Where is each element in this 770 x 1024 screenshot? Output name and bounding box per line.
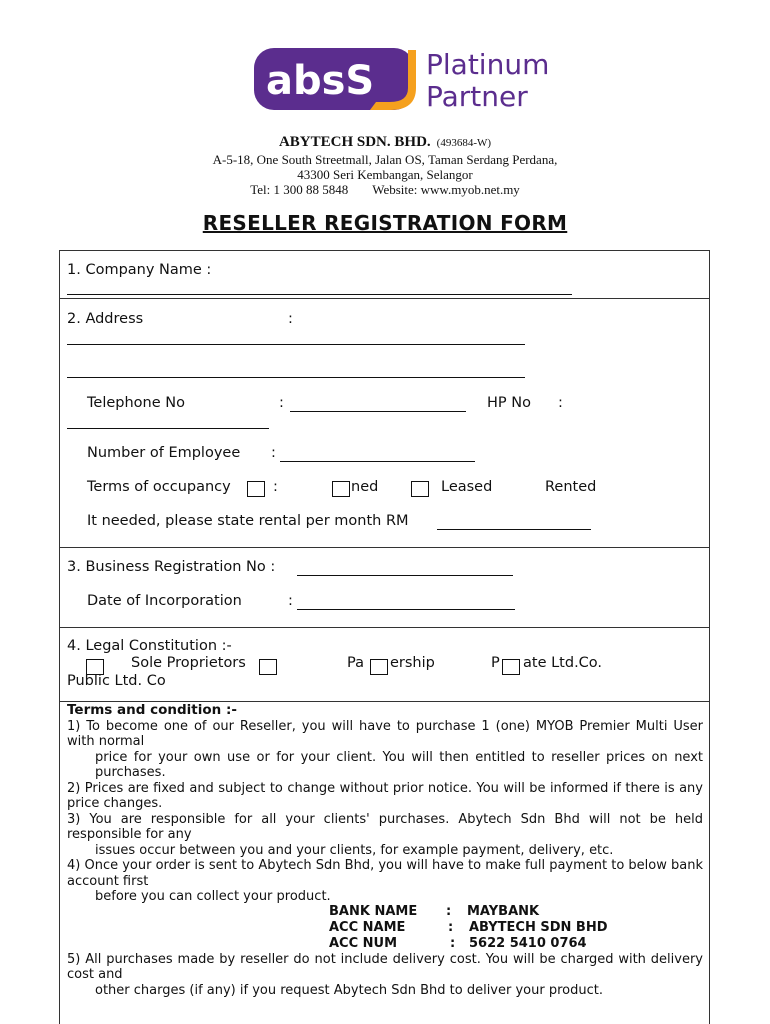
acc-num-value: 5622 5410 0764 <box>469 936 587 951</box>
legal-constitution-label: 4. Legal Constitution :- <box>67 638 232 654</box>
private-ltd-label-b: ate Ltd.Co. <box>523 655 603 671</box>
acc-name-value: ABYTECH SDN BHD <box>469 920 608 935</box>
rental-field[interactable] <box>437 529 591 530</box>
private-ltd-checkbox[interactable] <box>370 659 388 675</box>
rented-checkbox[interactable] <box>411 481 429 497</box>
occupancy-option-owned: ned <box>351 479 379 495</box>
telephone-colon: : <box>279 395 284 411</box>
hp-colon: : <box>558 395 563 411</box>
company-contact <box>0 182 770 198</box>
section-business-registration <box>59 547 710 628</box>
term-1b: price for your own use or for your client. You will then entitled to reseller prices on next purchases. <box>95 749 703 780</box>
term-5b: other charges (if any) if you request Abytech Sdn Bhd to deliver your product. <box>95 982 603 998</box>
owned-checkbox[interactable] <box>247 481 265 497</box>
brn-field[interactable] <box>297 575 513 576</box>
public-ltd-checkbox[interactable] <box>502 659 520 675</box>
bank-name-label: BANK NAME <box>329 904 418 919</box>
acc-num-colon: : <box>450 936 456 951</box>
public-ltd-label: Public Ltd. Co <box>67 673 166 689</box>
occupancy-colon: : <box>273 479 278 495</box>
bank-name-value: MAYBANK <box>467 904 540 919</box>
form-title: RESELLER REGISTRATION FORM <box>202 211 568 235</box>
employees-colon: : <box>271 445 276 461</box>
sole-proprietor-label: Sole Proprietors <box>131 655 246 671</box>
term-3b: issues occur between you and your clients, for example payment, delivery, etc. <box>95 842 614 858</box>
terms-and-conditions <box>67 703 703 998</box>
bank-name-colon: : <box>446 904 452 919</box>
hp-field[interactable] <box>67 428 269 429</box>
term-4a: 4) Once your order is sent to Abytech Sdn Bhd, you will have to make full payment to below bank account first <box>67 858 703 889</box>
section-address <box>59 298 710 548</box>
acc-name-colon: : <box>448 920 454 935</box>
doi-label: Date of Incorporation <box>87 593 242 609</box>
terms-heading: Terms and condition :- <box>67 702 237 718</box>
company-name-field[interactable] <box>67 294 572 295</box>
absS-platinum-partner-logo <box>250 44 580 114</box>
telephone-label: Telephone No <box>87 395 185 411</box>
occupancy-option-rented: Rented <box>545 479 597 495</box>
section-legal-constitution <box>59 627 710 702</box>
partnership-label-b: ership <box>390 655 435 671</box>
term-2: 2) Prices are fixed and subject to change without prior notice. You will be informed if there is any price changes. <box>67 780 703 811</box>
company-address-1: A-5-18, One South Streetmall, Jalan OS, Taman Serdang Perdana, <box>212 152 558 167</box>
address-colon: : <box>288 311 293 327</box>
doi-colon: : <box>288 593 293 609</box>
partnership-checkbox[interactable] <box>259 659 277 675</box>
private-ltd-label-a: P <box>491 655 500 671</box>
logo-text: absS <box>266 58 375 104</box>
company-address-2: 43300 Seri Kembangan, Selangor <box>297 167 473 182</box>
rental-label: It needed, please state rental per month RM <box>87 513 409 529</box>
address-field-line-1[interactable] <box>67 344 525 345</box>
company-tel: Tel: 1 300 88 5848 <box>250 182 349 197</box>
leased-checkbox[interactable] <box>332 481 350 497</box>
term-4b: before you can collect your product. <box>95 889 331 904</box>
section-company-name <box>59 250 710 299</box>
address-field-line-2[interactable] <box>67 377 525 378</box>
term-5a: 5) All purchases made by reseller do not include delivery cost. You will be charged with delivery cost and <box>67 951 703 982</box>
hp-label: HP No <box>487 395 531 411</box>
brn-label: 3. Business Registration No : <box>67 559 276 575</box>
address-label: 2. Address <box>67 311 144 327</box>
company-name: ABYTECH SDN. BHD. <box>278 134 431 150</box>
occupancy-label: Terms of occupancy <box>87 479 231 495</box>
term-3a: 3) You are responsible for all your clients' purchases. Abytech Sdn Bhd will not be held responsible for any <box>67 811 703 842</box>
employees-label: Number of Employee <box>87 445 241 461</box>
company-website: Website: www.myob.net.my <box>372 182 520 197</box>
logo-partner-line2: Partner <box>426 80 528 113</box>
term-1a: 1) To become one of our Reseller, you will have to purchase 1 (one) MYOB Premier Multi User with normal <box>67 718 703 749</box>
company-name-label: 1. Company Name : <box>67 262 212 278</box>
acc-num-label: ACC NUM <box>329 936 398 951</box>
telephone-field[interactable] <box>290 411 466 412</box>
company-name-line <box>0 134 770 151</box>
occupancy-option-leased: Leased <box>441 479 493 495</box>
logo-partner-line1: Platinum <box>426 48 550 81</box>
acc-name-label: ACC NAME <box>329 920 406 935</box>
partnership-label-a: Pa <box>347 655 364 671</box>
employees-field[interactable] <box>280 461 475 462</box>
company-reg-no: (493684-W) <box>436 137 492 149</box>
doi-field[interactable] <box>297 609 515 610</box>
